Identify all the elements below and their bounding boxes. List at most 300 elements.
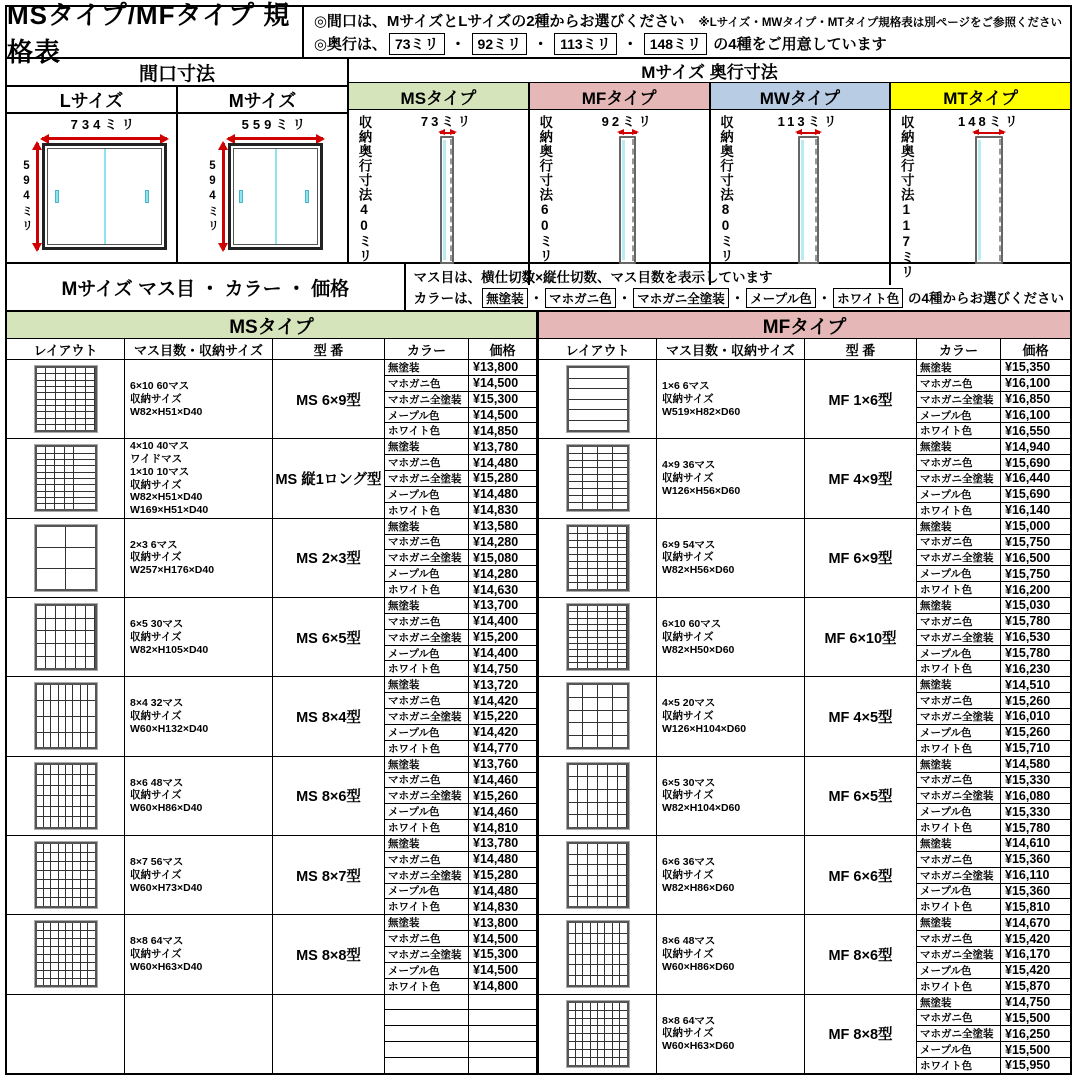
grid-cell — [76, 425, 85, 430]
option-separator: ・ — [529, 290, 544, 306]
grid-cell — [66, 796, 72, 806]
grid-cell — [588, 583, 597, 589]
grid-cell — [51, 947, 57, 954]
grid-cell — [598, 1058, 604, 1065]
grid-cell — [37, 504, 45, 509]
color-name: マホガニ色 — [917, 614, 1001, 629]
grid-cell — [598, 965, 604, 975]
width-dimension-label: 559ミリ — [241, 117, 310, 132]
color-name: マホガニ色 — [385, 376, 469, 391]
price-value: ¥14,500 — [473, 963, 519, 978]
color-price-row — [385, 360, 536, 376]
grid-cell — [37, 527, 66, 547]
grid-cell — [55, 473, 63, 478]
grid-cell — [51, 971, 57, 978]
color-price-group — [385, 915, 536, 993]
grid-cell — [51, 853, 57, 861]
price-value: ¥14,830 — [473, 503, 519, 518]
grid-cell — [56, 419, 65, 424]
color-price-row — [917, 360, 1070, 376]
grid-cell — [598, 583, 607, 589]
door-handle-left — [55, 190, 59, 203]
price-value: ¥13,780 — [473, 439, 519, 454]
spec-line: 6×10 60マス — [130, 379, 190, 392]
color-note-line — [414, 287, 1064, 308]
color-name: メープル色 — [385, 884, 469, 899]
grid-cell — [44, 796, 50, 806]
grid-cell — [88, 765, 94, 775]
grid-cell — [569, 527, 578, 533]
grid-cell — [44, 931, 50, 938]
model-number: MF 1×6型 — [805, 360, 917, 438]
price-value: ¥14,500 — [473, 376, 519, 391]
grid-cell — [56, 412, 65, 417]
grid-cell — [76, 393, 85, 398]
grid-cell — [51, 889, 57, 897]
side-profile-drawing — [440, 136, 454, 264]
grid-cell — [578, 612, 587, 617]
grid-cell — [576, 976, 582, 986]
layout-grid-icon — [35, 604, 97, 670]
price-value: ¥15,690 — [1005, 455, 1051, 470]
grid-cell — [44, 844, 50, 852]
grid-cell — [88, 939, 94, 946]
grid-cell — [608, 663, 617, 668]
depth-type-columns — [349, 83, 1070, 285]
price-value: ¥14,750 — [473, 661, 519, 676]
color-name: ホワイト色 — [385, 979, 469, 994]
price-value: ¥16,850 — [1005, 392, 1051, 407]
color-name: マホガニ全塗装 — [385, 947, 469, 962]
grid-cell — [46, 447, 54, 452]
depth-arrow — [974, 132, 1004, 134]
spec-cell — [657, 995, 805, 1073]
grid-cell — [81, 796, 87, 806]
grid-cell — [81, 853, 87, 861]
grid-cell — [86, 381, 95, 386]
grid-cell — [578, 631, 587, 636]
price-value: ¥15,030 — [1005, 598, 1051, 613]
grid-cell — [59, 939, 65, 946]
grid-cell — [37, 717, 43, 732]
grid-cell — [576, 934, 582, 944]
color-price-row — [917, 931, 1070, 947]
grid-cell — [598, 777, 607, 789]
grid-cell — [65, 498, 73, 503]
height-dimension-group — [19, 143, 39, 250]
grid-cell — [569, 1003, 575, 1010]
grid-cell — [578, 897, 587, 907]
price-value: ¥15,360 — [1005, 883, 1051, 898]
grid-cell — [608, 631, 617, 636]
column-header: マス目数・収納サイズ — [125, 339, 273, 359]
grid-cell — [37, 889, 43, 897]
grid-cell — [598, 569, 607, 575]
grid-cell — [86, 619, 95, 631]
grid-cell — [81, 898, 87, 906]
grid-cell — [37, 400, 46, 405]
color-name: マホガニ色 — [385, 614, 469, 629]
grid-cell — [88, 862, 94, 870]
grid-cell — [59, 923, 65, 930]
grid-cell — [65, 447, 73, 452]
layout-cell — [539, 836, 657, 914]
price-value: ¥15,330 — [1005, 804, 1051, 819]
grid-cell — [605, 976, 611, 986]
grid-cell — [46, 466, 54, 471]
grid-cell — [598, 625, 607, 630]
price-value: ¥16,100 — [1005, 408, 1051, 422]
cabinet-diagram — [178, 114, 347, 262]
sheet-frame — [5, 0, 1072, 1075]
grid-cell — [569, 496, 583, 502]
grid-cell — [51, 701, 57, 716]
grid-cell — [583, 685, 597, 697]
grid-cell — [81, 889, 87, 897]
color-price-row — [917, 519, 1070, 535]
grid-cell — [59, 817, 65, 827]
price-value: ¥14,830 — [473, 899, 519, 914]
color-price-group — [917, 757, 1070, 835]
grid-cell — [66, 381, 75, 386]
model-number: MF 4×9型 — [805, 439, 917, 517]
grid-cell — [618, 555, 627, 561]
grid-cell — [37, 425, 46, 430]
grid-cell — [55, 504, 63, 509]
grid-cell — [37, 466, 45, 471]
grid-cell — [598, 815, 607, 827]
grid-cell — [578, 606, 587, 611]
grid-cell — [598, 562, 607, 568]
grid-cell — [46, 412, 55, 417]
grid-cell — [37, 619, 46, 631]
grid-cell — [37, 631, 46, 643]
grid-cell — [81, 871, 87, 879]
door-handle-left — [239, 190, 243, 203]
grid-cell — [598, 976, 604, 986]
price-value: ¥13,760 — [473, 757, 519, 772]
grid-cell — [37, 498, 45, 503]
grid-cell — [583, 475, 597, 481]
color-price-row — [917, 1026, 1070, 1042]
depth-drawing-group — [732, 115, 885, 279]
top-header — [7, 0, 1070, 67]
grid-cell — [588, 527, 597, 533]
layout-cell — [539, 598, 657, 676]
color-name: マホガニ全塗装 — [917, 1026, 1001, 1041]
color-price-row — [385, 503, 536, 518]
grid-cell — [65, 504, 73, 509]
color-price-row — [917, 503, 1070, 518]
color-name: 無塗装 — [385, 915, 469, 930]
color-price-row — [385, 1042, 536, 1058]
grid-cell — [618, 765, 627, 777]
width-arrow — [228, 137, 323, 140]
grid-cell — [605, 1042, 611, 1049]
grid-cell — [578, 555, 587, 561]
grid-cell — [46, 492, 54, 497]
price-value: ¥14,770 — [473, 741, 519, 756]
price-value: ¥13,580 — [473, 519, 519, 534]
grid-cell — [66, 765, 72, 775]
grid-cell — [73, 807, 79, 817]
color-price-group — [917, 836, 1070, 914]
grid-cell — [608, 644, 617, 649]
color-name: ホワイト色 — [917, 1058, 1001, 1073]
grid-cell — [74, 504, 94, 509]
layout-cell — [7, 598, 125, 676]
color-price-group — [385, 439, 536, 517]
color-price-group — [917, 360, 1070, 438]
grid-cell — [37, 412, 46, 417]
boxed-option: マホガニ色 — [545, 288, 616, 308]
grid-cell — [591, 955, 597, 965]
grid-cell — [59, 844, 65, 852]
color-price-row — [917, 487, 1070, 503]
grid-cell — [588, 855, 597, 865]
spec-cell — [657, 915, 805, 993]
grid-cell — [56, 425, 65, 430]
grid-cell — [59, 717, 65, 732]
grid-cell — [44, 862, 50, 870]
spec-line: W169×H51×D40 — [130, 504, 209, 517]
price-value: ¥15,280 — [473, 868, 519, 883]
spec-line: W126×H56×D60 — [662, 484, 741, 497]
color-price-row — [385, 757, 536, 773]
price-value: ¥14,580 — [1005, 757, 1051, 772]
price-value: ¥14,420 — [473, 693, 519, 708]
layout-grid-icon — [567, 366, 629, 432]
grid-cell — [578, 790, 587, 802]
grid-cell — [583, 468, 597, 474]
color-name: メープル色 — [917, 725, 1001, 740]
grid-cell — [569, 631, 578, 636]
grid-cell — [66, 889, 72, 897]
grid-cell — [588, 765, 597, 777]
grid-cell — [613, 685, 627, 697]
color-price-row — [385, 630, 536, 646]
price-value: ¥16,440 — [1005, 471, 1051, 486]
table-row — [539, 757, 1070, 836]
spec-line: 収納サイズ — [130, 551, 182, 564]
grid-cell — [73, 844, 79, 852]
opening-note-text: ◎間口は、MサイズとLサイズの2種からお選びください — [313, 13, 685, 30]
grid-cell — [86, 644, 95, 656]
grid-cell — [608, 765, 617, 777]
grid-cell — [44, 775, 50, 785]
grid-cell — [598, 489, 612, 495]
width-dimension-label: 734ミリ — [70, 117, 139, 132]
grid-cell — [88, 979, 94, 986]
spec-line: W60×H86×D60 — [662, 960, 735, 973]
grid-cell — [44, 963, 50, 970]
color-name: マホガニ全塗装 — [385, 630, 469, 645]
model-number: MF 4×5型 — [805, 677, 917, 755]
depth-type-cell — [891, 110, 1070, 285]
table-row — [7, 677, 536, 756]
color-name: マホガニ全塗装 — [385, 550, 469, 565]
spec-line: 収納サイズ — [662, 392, 714, 405]
grid-cell — [583, 711, 597, 723]
price-value: ¥16,250 — [1005, 1026, 1051, 1041]
grid-cell — [44, 939, 50, 946]
grid-cell — [569, 447, 583, 453]
spec-cell — [657, 519, 805, 597]
grid-cell — [598, 527, 607, 533]
grid-cell — [37, 963, 43, 970]
color-name: メープル色 — [385, 646, 469, 661]
grid-cell — [73, 853, 79, 861]
grid-cell — [59, 701, 65, 716]
grid-cell — [37, 460, 45, 465]
price-value: ¥15,710 — [1005, 741, 1051, 756]
reference-note-text: ※Lサイズ・MWタイプ・MTタイプ規格表は別ページをご参照ください — [698, 17, 1062, 29]
color-name: マホガニ色 — [917, 535, 1001, 550]
grid-cell — [37, 817, 43, 827]
color-price-row — [917, 741, 1070, 756]
grid-cell — [583, 454, 597, 460]
masu-note-line: マス目は、横仕切数×縦仕切数、マス目数を表示しています — [413, 270, 773, 286]
grid-cell — [88, 931, 94, 938]
color-price-row — [917, 646, 1070, 662]
color-name — [385, 1042, 469, 1057]
spec-line: W82×H104×D60 — [662, 802, 741, 815]
grid-cell — [59, 931, 65, 938]
grid-cell — [81, 775, 87, 785]
grid-cell — [578, 534, 587, 540]
grid-cell — [51, 898, 57, 906]
layout-cell — [7, 677, 125, 755]
price-value: ¥15,750 — [1005, 534, 1051, 549]
grid-cell — [37, 862, 43, 870]
grid-cell — [66, 979, 72, 986]
color-name: 無塗装 — [917, 677, 1001, 692]
grid-cell — [55, 454, 63, 459]
layout-grid-icon — [567, 525, 629, 591]
grid-cell — [569, 876, 578, 886]
grid-cell — [569, 765, 578, 777]
grid-cell — [588, 548, 597, 554]
grid-cell — [51, 844, 57, 852]
color-price-group — [917, 439, 1070, 517]
grid-cell — [46, 419, 55, 424]
grid-cell — [618, 650, 627, 655]
price-value: ¥15,420 — [1005, 931, 1051, 946]
layout-cell — [539, 995, 657, 1073]
color-price-row — [385, 614, 536, 630]
color-name: ホワイト色 — [917, 503, 1001, 518]
color-price-row — [917, 582, 1070, 597]
grid-cell — [598, 1026, 604, 1033]
grid-cell — [65, 485, 73, 490]
grid-cell — [618, 815, 627, 827]
grid-cell — [588, 790, 597, 802]
color-price-row — [385, 661, 536, 676]
grid-cell — [613, 944, 619, 954]
grid-cell — [66, 631, 75, 643]
color-price-row — [385, 1058, 536, 1073]
grid-cell — [576, 1026, 582, 1033]
grid-cell — [569, 644, 578, 649]
grid-cell — [55, 466, 63, 471]
price-value: ¥16,140 — [1005, 503, 1051, 518]
height-dimension-label: 594ミリ — [206, 159, 219, 234]
grid-cell — [44, 807, 50, 817]
layout-cell — [539, 757, 657, 835]
color-name — [385, 1010, 469, 1025]
price-value: ¥15,780 — [1005, 820, 1051, 835]
grid-cell — [613, 1011, 619, 1018]
grid-cell — [81, 862, 87, 870]
grid-cell — [76, 374, 85, 379]
price-value: ¥14,460 — [473, 772, 519, 787]
grid-cell — [598, 461, 612, 467]
price-value: ¥16,200 — [1005, 582, 1051, 597]
grid-cell — [81, 701, 87, 716]
price-value: ¥13,800 — [473, 360, 519, 375]
boxed-option: ホワイト色 — [833, 288, 903, 308]
color-name: 無塗装 — [385, 757, 469, 772]
grid-cell — [588, 644, 597, 649]
table-row — [7, 836, 536, 915]
grid-cell — [598, 631, 607, 636]
color-price-group — [385, 519, 536, 597]
color-price-group — [385, 360, 536, 438]
grid-cell — [605, 934, 611, 944]
grid-cell — [583, 1058, 589, 1065]
grid-cell — [81, 685, 87, 700]
grid-cell — [588, 777, 597, 789]
depth-arrow — [619, 132, 637, 134]
grid-cell — [37, 880, 43, 888]
grid-cell — [613, 468, 627, 474]
grid-cell — [88, 775, 94, 785]
grid-cell — [613, 1019, 619, 1026]
color-price-row — [917, 1010, 1070, 1026]
opening-size-column — [7, 87, 178, 262]
color-name — [385, 1026, 469, 1041]
color-price-row — [917, 899, 1070, 914]
grid-cell — [65, 473, 73, 478]
grid-cell — [46, 460, 54, 465]
color-name: メープル色 — [385, 804, 469, 819]
grid-cell — [620, 923, 626, 933]
price-value: ¥15,810 — [1005, 899, 1051, 914]
grid-cell — [66, 733, 72, 748]
color-price-row — [917, 1042, 1070, 1058]
spec-line: 1×6 6マス — [662, 379, 710, 392]
boxed-option: マホガニ全塗装 — [633, 288, 729, 308]
price-value: ¥14,420 — [473, 725, 519, 740]
spec-line: W82×H86×D60 — [662, 881, 735, 894]
grid-cell — [578, 844, 587, 854]
grid-cell — [591, 976, 597, 986]
color-price-row — [385, 820, 536, 835]
grid-cell — [598, 555, 607, 561]
boxed-option: メープル色 — [746, 288, 815, 308]
grid-cell — [46, 485, 54, 490]
grid-cell — [583, 1019, 589, 1026]
grid-cell — [591, 944, 597, 954]
grid-cell — [613, 711, 627, 723]
color-price-row — [385, 439, 536, 455]
grid-cell — [583, 1042, 589, 1049]
grid-cell — [86, 393, 95, 398]
grid-cell — [613, 489, 627, 495]
color-price-row — [385, 836, 536, 852]
price-value: ¥15,360 — [1005, 852, 1051, 867]
price-value: ¥15,500 — [1005, 1042, 1051, 1057]
